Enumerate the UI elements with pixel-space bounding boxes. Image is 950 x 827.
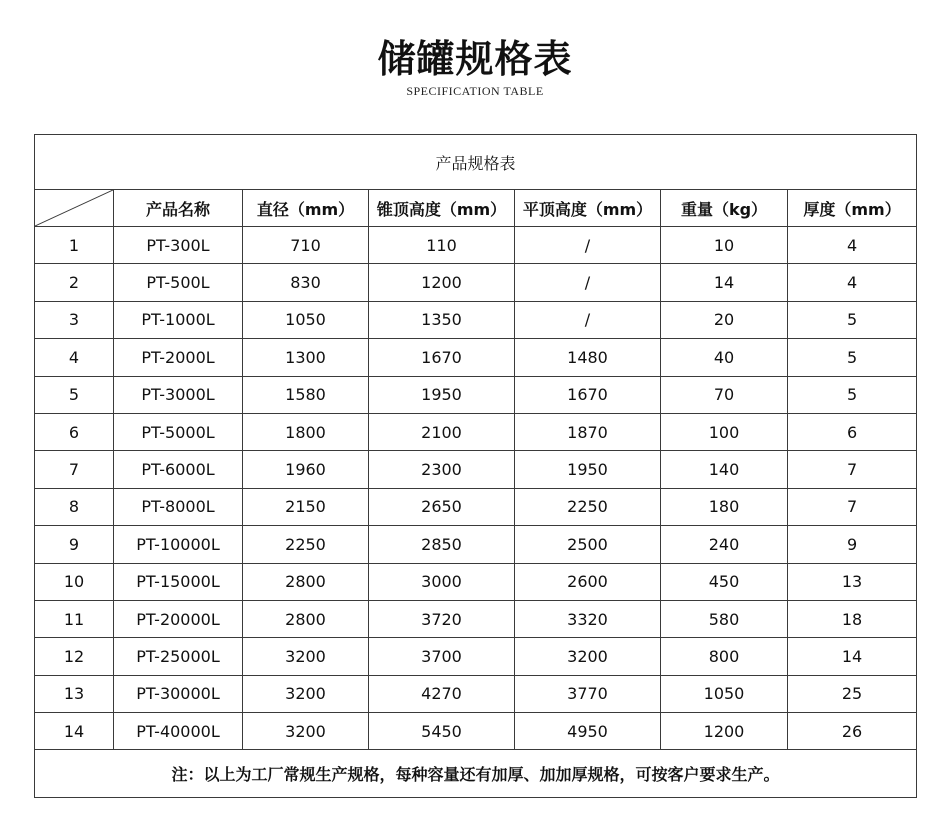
cell-diameter: 710 bbox=[243, 227, 369, 264]
cell-index: 4 bbox=[35, 339, 114, 376]
cell-thickness: 18 bbox=[788, 600, 917, 637]
cell-weight: 580 bbox=[661, 600, 788, 637]
table-row bbox=[35, 563, 917, 600]
cell-thickness: 25 bbox=[788, 675, 917, 712]
diagonal-line bbox=[35, 190, 113, 226]
spec-table bbox=[34, 134, 917, 798]
cell-weight: 450 bbox=[661, 563, 788, 600]
cell-thickness: 5 bbox=[788, 301, 917, 338]
cell-thickness: 4 bbox=[788, 227, 917, 264]
table-row bbox=[35, 301, 917, 338]
cell-index: 10 bbox=[35, 563, 114, 600]
cell-product-name: PT-5000L bbox=[114, 413, 243, 450]
cell-index: 3 bbox=[35, 301, 114, 338]
cell-cone-height: 1950 bbox=[369, 376, 515, 413]
cell-index: 8 bbox=[35, 488, 114, 525]
cell-weight: 240 bbox=[661, 526, 788, 563]
table-row bbox=[35, 413, 917, 450]
cell-product-name: PT-40000L bbox=[114, 713, 243, 750]
table-caption: 产品规格表 bbox=[35, 135, 917, 190]
cell-thickness: 7 bbox=[788, 451, 917, 488]
cell-product-name: PT-25000L bbox=[114, 638, 243, 675]
cell-index: 2 bbox=[35, 264, 114, 301]
cell-weight: 10 bbox=[661, 227, 788, 264]
cell-index: 6 bbox=[35, 413, 114, 450]
cell-thickness: 26 bbox=[788, 713, 917, 750]
cell-weight: 100 bbox=[661, 413, 788, 450]
cell-flat-height: / bbox=[515, 301, 661, 338]
cell-index: 14 bbox=[35, 713, 114, 750]
header-thickness: 厚度（mm） bbox=[788, 190, 917, 227]
table-row bbox=[35, 488, 917, 525]
table-row bbox=[35, 451, 917, 488]
cell-diameter: 1300 bbox=[243, 339, 369, 376]
cell-product-name: PT-10000L bbox=[114, 526, 243, 563]
cell-diameter: 1960 bbox=[243, 451, 369, 488]
cell-flat-height: 2250 bbox=[515, 488, 661, 525]
table-row bbox=[35, 638, 917, 675]
cell-thickness: 5 bbox=[788, 339, 917, 376]
cell-flat-height: / bbox=[515, 227, 661, 264]
cell-product-name: PT-20000L bbox=[114, 600, 243, 637]
cell-flat-height: 1670 bbox=[515, 376, 661, 413]
cell-weight: 70 bbox=[661, 376, 788, 413]
page-title: 储罐规格表 bbox=[377, 36, 573, 81]
cell-cone-height: 1350 bbox=[369, 301, 515, 338]
cell-index: 1 bbox=[35, 227, 114, 264]
cell-flat-height: 3200 bbox=[515, 638, 661, 675]
cell-cone-height: 3720 bbox=[369, 600, 515, 637]
table-row bbox=[35, 713, 917, 750]
cell-weight: 20 bbox=[661, 301, 788, 338]
cell-cone-height: 3000 bbox=[369, 563, 515, 600]
cell-weight: 14 bbox=[661, 264, 788, 301]
cell-diameter: 2800 bbox=[243, 563, 369, 600]
cell-weight: 800 bbox=[661, 638, 788, 675]
cell-flat-height: 1950 bbox=[515, 451, 661, 488]
cell-diameter: 830 bbox=[243, 264, 369, 301]
table-row bbox=[35, 227, 917, 264]
cell-diameter: 2800 bbox=[243, 600, 369, 637]
corner-cell bbox=[35, 190, 114, 227]
cell-thickness: 4 bbox=[788, 264, 917, 301]
cell-product-name: PT-15000L bbox=[114, 563, 243, 600]
cell-thickness: 5 bbox=[788, 376, 917, 413]
table-row bbox=[35, 526, 917, 563]
cell-thickness: 7 bbox=[788, 488, 917, 525]
cell-thickness: 9 bbox=[788, 526, 917, 563]
cell-flat-height: 2500 bbox=[515, 526, 661, 563]
cell-product-name: PT-300L bbox=[114, 227, 243, 264]
cell-weight: 1200 bbox=[661, 713, 788, 750]
header-flat-height: 平顶高度（mm） bbox=[515, 190, 661, 227]
cell-thickness: 13 bbox=[788, 563, 917, 600]
cell-product-name: PT-1000L bbox=[114, 301, 243, 338]
table-row bbox=[35, 339, 917, 376]
cell-thickness: 14 bbox=[788, 638, 917, 675]
header-diameter: 直径（mm） bbox=[243, 190, 369, 227]
cell-product-name: PT-2000L bbox=[114, 339, 243, 376]
table-row bbox=[35, 376, 917, 413]
cell-flat-height: / bbox=[515, 264, 661, 301]
cell-product-name: PT-8000L bbox=[114, 488, 243, 525]
cell-product-name: PT-3000L bbox=[114, 376, 243, 413]
note-row bbox=[35, 750, 917, 798]
cell-flat-height: 3320 bbox=[515, 600, 661, 637]
header-weight: 重量（kg） bbox=[661, 190, 788, 227]
cell-cone-height: 110 bbox=[369, 227, 515, 264]
header-row bbox=[35, 190, 917, 227]
cell-diameter: 2150 bbox=[243, 488, 369, 525]
cell-index: 5 bbox=[35, 376, 114, 413]
cell-cone-height: 2650 bbox=[369, 488, 515, 525]
footnote: 注：以上为工厂常规生产规格，每种容量还有加厚、加加厚规格，可按客户要求生产。 bbox=[35, 750, 917, 798]
cell-diameter: 3200 bbox=[243, 675, 369, 712]
cell-cone-height: 3700 bbox=[369, 638, 515, 675]
cell-cone-height: 2100 bbox=[369, 413, 515, 450]
table-row bbox=[35, 675, 917, 712]
page-subtitle: SPECIFICATION TABLE bbox=[406, 84, 544, 98]
cell-product-name: PT-30000L bbox=[114, 675, 243, 712]
cell-cone-height: 5450 bbox=[369, 713, 515, 750]
cell-index: 12 bbox=[35, 638, 114, 675]
cell-flat-height: 4950 bbox=[515, 713, 661, 750]
cell-flat-height: 1480 bbox=[515, 339, 661, 376]
cell-weight: 180 bbox=[661, 488, 788, 525]
cell-index: 9 bbox=[35, 526, 114, 563]
cell-weight: 40 bbox=[661, 339, 788, 376]
cell-flat-height: 1870 bbox=[515, 413, 661, 450]
cell-diameter: 1580 bbox=[243, 376, 369, 413]
cell-diameter: 3200 bbox=[243, 713, 369, 750]
header-cone-height: 锥顶高度（mm） bbox=[369, 190, 515, 227]
cell-diameter: 2250 bbox=[243, 526, 369, 563]
cell-product-name: PT-500L bbox=[114, 264, 243, 301]
cell-index: 11 bbox=[35, 600, 114, 637]
cell-diameter: 1800 bbox=[243, 413, 369, 450]
cell-product-name: PT-6000L bbox=[114, 451, 243, 488]
cell-flat-height: 3770 bbox=[515, 675, 661, 712]
cell-diameter: 1050 bbox=[243, 301, 369, 338]
cell-cone-height: 2300 bbox=[369, 451, 515, 488]
cell-cone-height: 1200 bbox=[369, 264, 515, 301]
cell-diameter: 3200 bbox=[243, 638, 369, 675]
cell-cone-height: 1670 bbox=[369, 339, 515, 376]
cell-flat-height: 2600 bbox=[515, 563, 661, 600]
cell-thickness: 6 bbox=[788, 413, 917, 450]
cell-index: 7 bbox=[35, 451, 114, 488]
cell-index: 13 bbox=[35, 675, 114, 712]
table-row bbox=[35, 600, 917, 637]
cell-cone-height: 4270 bbox=[369, 675, 515, 712]
table-row bbox=[35, 264, 917, 301]
header-product-name: 产品名称 bbox=[114, 190, 243, 227]
cell-weight: 140 bbox=[661, 451, 788, 488]
cell-cone-height: 2850 bbox=[369, 526, 515, 563]
cell-weight: 1050 bbox=[661, 675, 788, 712]
